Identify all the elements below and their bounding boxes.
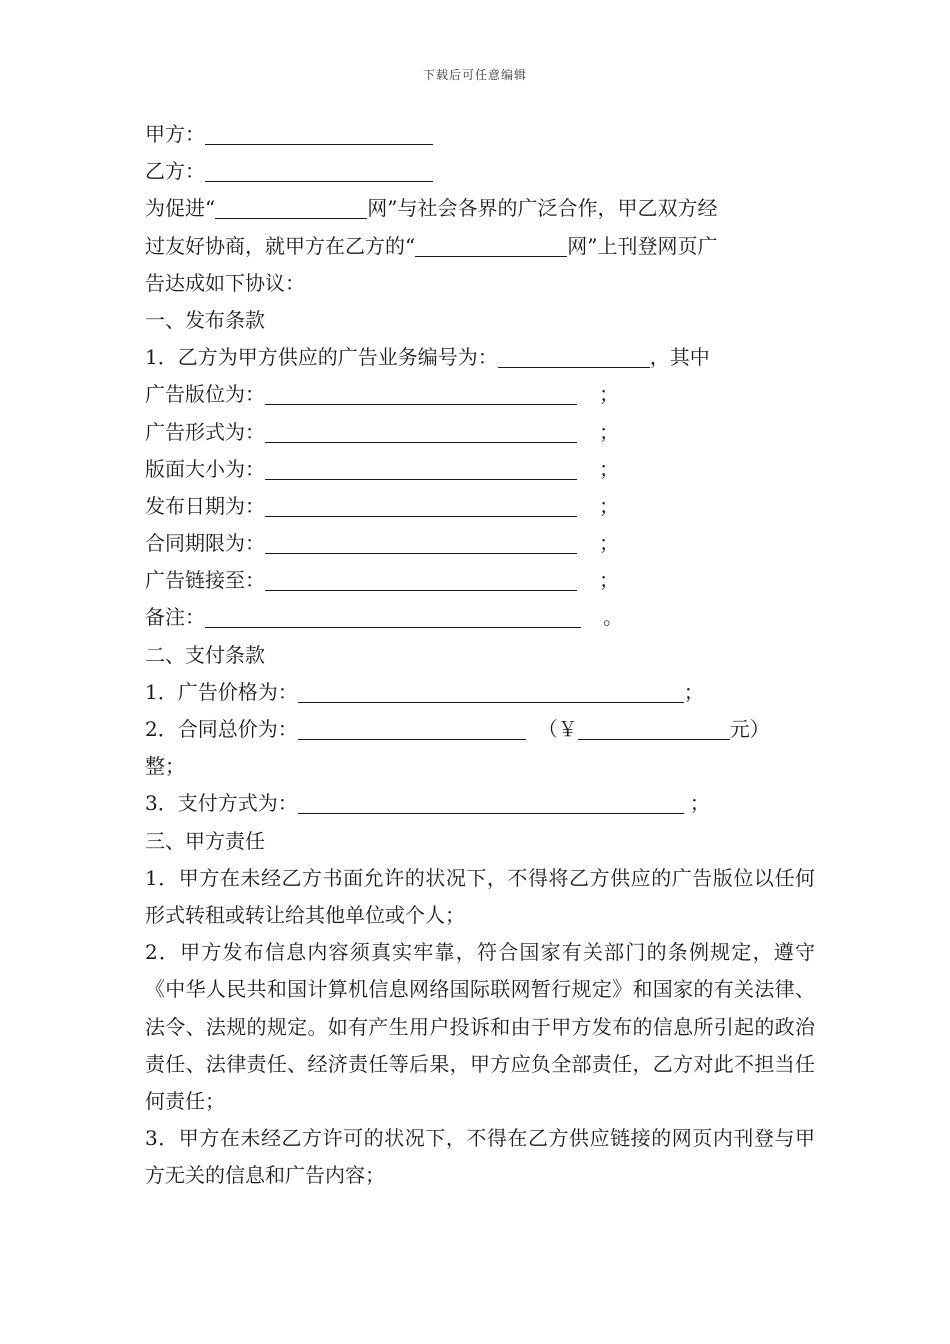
note-blank[interactable] bbox=[205, 605, 581, 628]
intro-text-2: 网”与社会各界的广泛合作，甲乙双方经 bbox=[367, 196, 718, 221]
section-1-title: 一、发布条款 bbox=[145, 307, 265, 332]
party-a-label: 甲方： bbox=[145, 122, 205, 146]
field-ad-link bbox=[145, 562, 815, 599]
contract-body bbox=[145, 116, 815, 1195]
field-label: 广告形式为： bbox=[145, 419, 265, 444]
note-label: 备注： bbox=[145, 605, 205, 630]
business-number-suffix: ，其中 bbox=[649, 345, 710, 370]
field-note bbox=[145, 599, 815, 636]
field-blank[interactable] bbox=[265, 457, 577, 480]
payment-method-blank[interactable] bbox=[298, 791, 684, 814]
section-2-title: 二、支付条款 bbox=[145, 642, 265, 667]
party-a-blank[interactable] bbox=[205, 122, 433, 145]
intro-text-4: 网”上刊登网页广 bbox=[567, 233, 718, 258]
party-a-line bbox=[145, 116, 815, 153]
intro-line-1 bbox=[145, 190, 815, 227]
total-price-number-blank[interactable] bbox=[578, 717, 730, 740]
ad-price-label: 1．广告价格为： bbox=[145, 679, 298, 704]
party-b-line bbox=[145, 153, 815, 190]
section-3-item-3: 3．甲方在未经乙方许可的状况下，不得在乙方供应链接的网页内刊登与甲方无关的信息和广告内容； bbox=[145, 1126, 815, 1188]
field-publish-date bbox=[145, 488, 815, 525]
field-end: ； bbox=[599, 568, 619, 593]
field-label: 合同期限为： bbox=[145, 531, 265, 556]
total-price-words-blank[interactable] bbox=[298, 717, 526, 740]
payment-method-end: ； bbox=[689, 791, 710, 816]
field-blank[interactable] bbox=[265, 531, 577, 554]
total-price-yuan-close: 元） bbox=[729, 717, 770, 741]
section-2-item-3 bbox=[145, 785, 815, 822]
business-number-label: 1．乙方为甲方供应的广告业务编号为： bbox=[145, 345, 498, 370]
section-3-item-1: 1．甲方在未经乙方书面允许的状况下，不得将乙方供应的广告版位以任何形式转租或转让给其他单位或个人； bbox=[145, 865, 815, 927]
section-1-item-1 bbox=[145, 339, 815, 376]
field-ad-position bbox=[145, 376, 815, 413]
intro-text-5: 告达成如下协议： bbox=[145, 270, 305, 295]
field-blank[interactable] bbox=[265, 494, 577, 517]
field-end: ； bbox=[599, 419, 619, 444]
party-b-label: 乙方： bbox=[145, 159, 205, 184]
website-name-blank-2[interactable] bbox=[415, 234, 567, 257]
page-header: 下载后可任意编辑 bbox=[422, 68, 527, 82]
website-name-blank-1[interactable] bbox=[215, 196, 367, 219]
business-number-blank[interactable] bbox=[498, 345, 650, 368]
intro-text-1: 为促进“ bbox=[145, 196, 216, 221]
field-blank[interactable] bbox=[265, 568, 577, 591]
field-label: 广告链接至： bbox=[145, 568, 265, 593]
field-end: ； bbox=[599, 382, 619, 407]
total-price-yuan-open: （￥ bbox=[537, 717, 578, 741]
field-blank[interactable] bbox=[265, 382, 577, 405]
field-contract-term bbox=[145, 525, 815, 562]
total-price-label: 2．合同总价为： bbox=[145, 717, 298, 741]
party-b-blank[interactable] bbox=[205, 159, 433, 182]
ad-price-blank[interactable] bbox=[298, 680, 684, 703]
field-end: ； bbox=[599, 531, 619, 556]
payment-method-label: 3．支付方式为： bbox=[145, 791, 298, 816]
field-label: 发布日期为： bbox=[145, 493, 265, 518]
note-end: 。 bbox=[603, 605, 623, 630]
ad-price-end: ； bbox=[683, 679, 704, 704]
field-label: 广告版位为： bbox=[145, 382, 265, 407]
intro-text-3: 过友好协商，就甲方在乙方的“ bbox=[145, 233, 416, 258]
section-3-title: 三、甲方责任 bbox=[145, 828, 265, 853]
section-2-item-2 bbox=[145, 711, 815, 748]
section-2-item-1 bbox=[145, 674, 815, 711]
section-3-item-2: 2．甲方发布信息内容须真实牢靠，符合国家有关部门的条例规定，遵守《中华人民共和国计算机信息网络国际联网暂行规定》和国家的有关法律、法令、法规的规定。如有产生用户投诉和由于甲方发布的信息所引起的政治责任、法律责任、经济责任等后果，甲方应负全部责任，乙方对此不担当任何责任； bbox=[145, 940, 815, 1113]
field-label: 版面大小为： bbox=[145, 456, 265, 481]
field-end: ； bbox=[599, 493, 619, 518]
intro-line-3 bbox=[145, 265, 815, 302]
field-layout-size bbox=[145, 451, 815, 488]
intro-line-2 bbox=[145, 228, 815, 265]
section-2-item-2-wrap: 整； bbox=[145, 754, 185, 779]
field-end: ； bbox=[599, 456, 619, 481]
field-blank[interactable] bbox=[265, 420, 577, 443]
field-ad-format bbox=[145, 414, 815, 451]
